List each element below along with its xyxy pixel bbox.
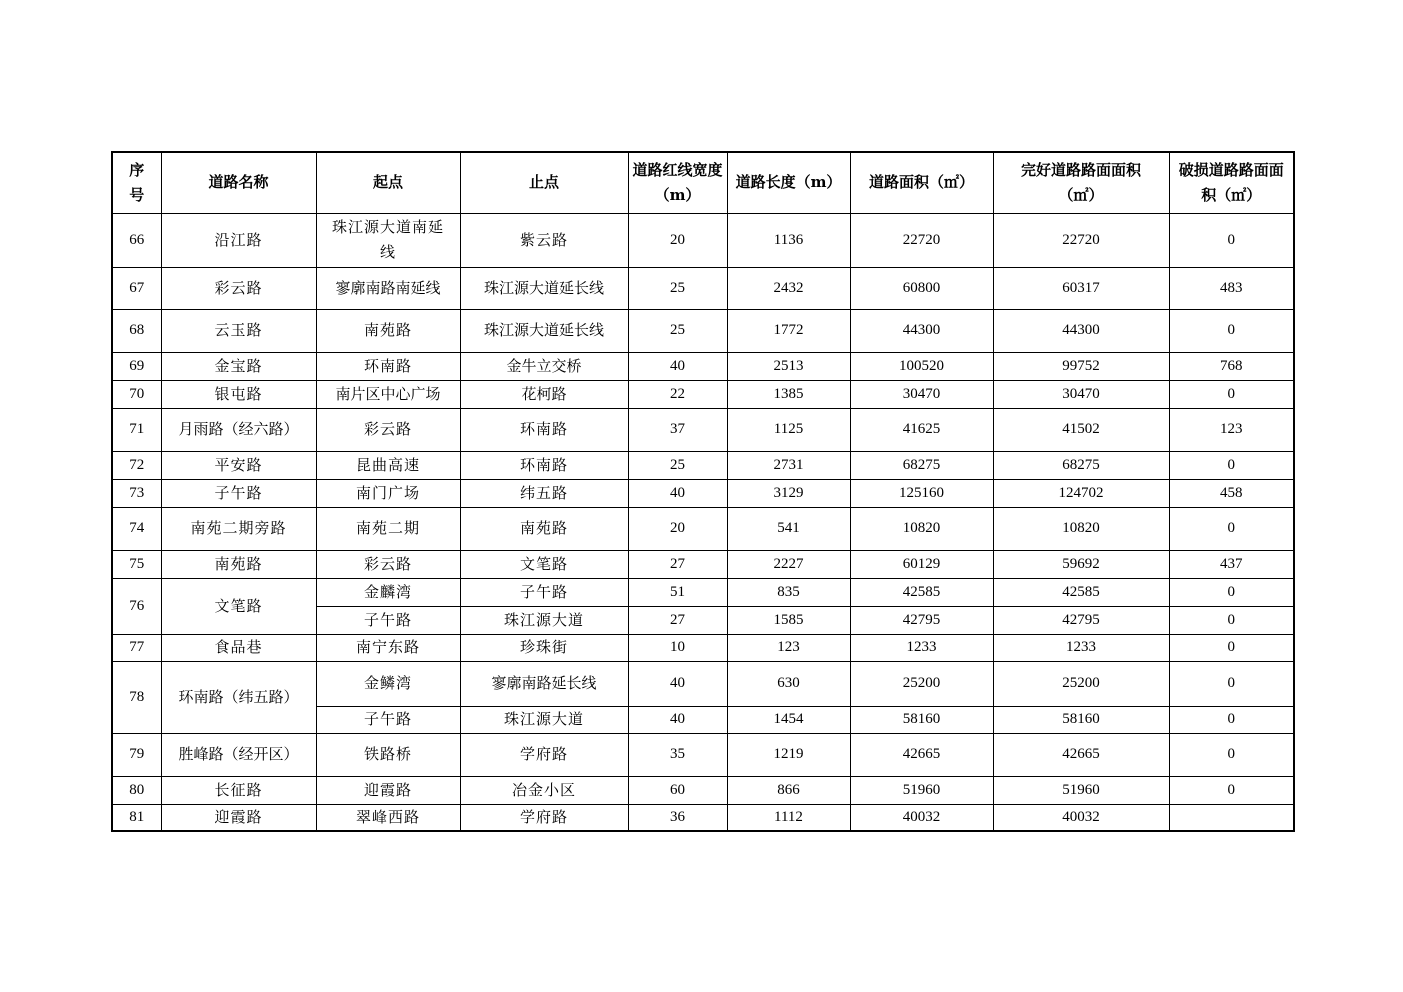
cell-start-point: 金鳞湾: [316, 661, 460, 706]
cell-end-point: 珠江源大道延长线: [460, 267, 628, 309]
cell-width: 25: [628, 451, 727, 479]
cell-damaged-area: 0: [1169, 634, 1294, 661]
cell-length: 1125: [727, 408, 850, 451]
table-row: [112, 479, 1294, 507]
cell-good-area: 1233: [993, 634, 1169, 661]
cell-good-area: 59692: [993, 550, 1169, 578]
header-road-name: 道路名称: [161, 152, 316, 213]
table-row: [112, 408, 1294, 451]
cell-seq: 74: [112, 507, 161, 550]
header-seq: 序号: [112, 152, 161, 213]
table-row: [112, 267, 1294, 309]
cell-length: 1585: [727, 606, 850, 634]
cell-road-name: 胜峰路（经开区）: [161, 733, 316, 776]
cell-start-point: 金麟湾: [316, 578, 460, 606]
cell-damaged-area: 768: [1169, 352, 1294, 380]
cell-start-point: 子午路: [316, 706, 460, 733]
cell-width: 20: [628, 507, 727, 550]
cell-seq: 73: [112, 479, 161, 507]
cell-road-name: 迎霞路: [161, 804, 316, 831]
header-road-area: 道路面积（㎡）: [850, 152, 993, 213]
cell-damaged-area: 0: [1169, 309, 1294, 352]
cell-seq: 81: [112, 804, 161, 831]
cell-damaged-area: 0: [1169, 776, 1294, 804]
table-row: [112, 578, 1294, 606]
cell-length: 866: [727, 776, 850, 804]
cell-width: 40: [628, 706, 727, 733]
cell-area: 40032: [850, 804, 993, 831]
cell-end-point: 珠江源大道: [460, 606, 628, 634]
cell-start-point: 彩云路: [316, 550, 460, 578]
cell-seq: 66: [112, 213, 161, 267]
table-row: [112, 213, 1294, 267]
cell-area: 58160: [850, 706, 993, 733]
cell-start-point: 迎霞路: [316, 776, 460, 804]
cell-end-point: 冶金小区: [460, 776, 628, 804]
cell-good-area: 42585: [993, 578, 1169, 606]
cell-area: 51960: [850, 776, 993, 804]
cell-width: 40: [628, 352, 727, 380]
cell-seq: 71: [112, 408, 161, 451]
cell-width: 20: [628, 213, 727, 267]
cell-good-area: 99752: [993, 352, 1169, 380]
cell-good-area: 30470: [993, 380, 1169, 408]
cell-end-point: 学府路: [460, 804, 628, 831]
cell-road-name: 南苑路: [161, 550, 316, 578]
cell-area: 44300: [850, 309, 993, 352]
table-row: [112, 776, 1294, 804]
cell-start-point: 寥廓南路南延线: [316, 267, 460, 309]
table-row: [112, 380, 1294, 408]
cell-road-name: 云玉路: [161, 309, 316, 352]
cell-area: 1233: [850, 634, 993, 661]
table-row: [112, 309, 1294, 352]
cell-damaged-area: 0: [1169, 451, 1294, 479]
cell-area: 60800: [850, 267, 993, 309]
cell-good-area: 42795: [993, 606, 1169, 634]
cell-good-area: 10820: [993, 507, 1169, 550]
cell-area: 42665: [850, 733, 993, 776]
table-row: [112, 804, 1294, 831]
cell-length: 2513: [727, 352, 850, 380]
cell-start-point: 昆曲高速: [316, 451, 460, 479]
cell-good-area: 44300: [993, 309, 1169, 352]
cell-area: 68275: [850, 451, 993, 479]
cell-area: 125160: [850, 479, 993, 507]
cell-good-area: 42665: [993, 733, 1169, 776]
cell-seq: 69: [112, 352, 161, 380]
cell-length: 1219: [727, 733, 850, 776]
cell-length: 1385: [727, 380, 850, 408]
table-row: [112, 352, 1294, 380]
cell-end-point: 学府路: [460, 733, 628, 776]
cell-length: 1136: [727, 213, 850, 267]
cell-good-area: 60317: [993, 267, 1169, 309]
cell-road-name: 彩云路: [161, 267, 316, 309]
cell-damaged-area: 0: [1169, 706, 1294, 733]
cell-start-point: 子午路: [316, 606, 460, 634]
cell-end-point: 寥廓南路延长线: [460, 661, 628, 706]
cell-road-name: 长征路: [161, 776, 316, 804]
cell-end-point: 文笔路: [460, 550, 628, 578]
cell-start-point: 南门广场: [316, 479, 460, 507]
cell-end-point: 南苑路: [460, 507, 628, 550]
cell-seq: 77: [112, 634, 161, 661]
cell-seq: 68: [112, 309, 161, 352]
cell-damaged-area: 0: [1169, 578, 1294, 606]
table-row: [112, 661, 1294, 706]
cell-good-area: 22720: [993, 213, 1169, 267]
cell-area: 25200: [850, 661, 993, 706]
cell-good-area: 51960: [993, 776, 1169, 804]
header-damaged-area: 破损道路路面面积（㎡）: [1169, 152, 1294, 213]
cell-start-point: 彩云路: [316, 408, 460, 451]
cell-damaged-area: 0: [1169, 380, 1294, 408]
cell-end-point: 珍珠街: [460, 634, 628, 661]
header-good-area: 完好道路路面面积（㎡）: [993, 152, 1169, 213]
cell-end-point: 珠江源大道: [460, 706, 628, 733]
cell-width: 27: [628, 606, 727, 634]
cell-damaged-area: 123: [1169, 408, 1294, 451]
cell-good-area: 124702: [993, 479, 1169, 507]
cell-start-point: 环南路: [316, 352, 460, 380]
cell-road-name: 银屯路: [161, 380, 316, 408]
cell-length: 2227: [727, 550, 850, 578]
cell-width: 51: [628, 578, 727, 606]
cell-area: 10820: [850, 507, 993, 550]
cell-good-area: 40032: [993, 804, 1169, 831]
cell-road-name: 文笔路: [161, 578, 316, 634]
cell-width: 10: [628, 634, 727, 661]
cell-seq: 78: [112, 661, 161, 733]
cell-start-point: 南宁东路: [316, 634, 460, 661]
cell-width: 25: [628, 267, 727, 309]
cell-area: 60129: [850, 550, 993, 578]
cell-damaged-area: 0: [1169, 606, 1294, 634]
cell-length: 2731: [727, 451, 850, 479]
cell-length: 3129: [727, 479, 850, 507]
cell-damaged-area: [1169, 804, 1294, 831]
header-start-point: 起点: [316, 152, 460, 213]
cell-damaged-area: 458: [1169, 479, 1294, 507]
cell-width: 22: [628, 380, 727, 408]
cell-damaged-area: 483: [1169, 267, 1294, 309]
cell-length: 1772: [727, 309, 850, 352]
cell-seq: 80: [112, 776, 161, 804]
cell-road-name: 月雨路（经六路）: [161, 408, 316, 451]
cell-width: 40: [628, 479, 727, 507]
cell-seq: 76: [112, 578, 161, 634]
cell-width: 37: [628, 408, 727, 451]
cell-start-point: 南苑路: [316, 309, 460, 352]
header-road-length: 道路长度（m）: [727, 152, 850, 213]
cell-end-point: 紫云路: [460, 213, 628, 267]
cell-start-point: 南片区中心广场: [316, 380, 460, 408]
cell-seq: 70: [112, 380, 161, 408]
cell-length: 1112: [727, 804, 850, 831]
road-data-table: [111, 151, 1295, 832]
header-red-line-width: 道路红线宽度（m）: [628, 152, 727, 213]
cell-end-point: 花柯路: [460, 380, 628, 408]
cell-area: 41625: [850, 408, 993, 451]
cell-length: 123: [727, 634, 850, 661]
cell-length: 630: [727, 661, 850, 706]
cell-length: 835: [727, 578, 850, 606]
cell-damaged-area: 0: [1169, 507, 1294, 550]
cell-seq: 75: [112, 550, 161, 578]
cell-length: 2432: [727, 267, 850, 309]
cell-good-area: 25200: [993, 661, 1169, 706]
cell-area: 42585: [850, 578, 993, 606]
cell-width: 40: [628, 661, 727, 706]
cell-road-name: 食品巷: [161, 634, 316, 661]
cell-end-point: 子午路: [460, 578, 628, 606]
cell-width: 35: [628, 733, 727, 776]
cell-width: 36: [628, 804, 727, 831]
cell-length: 541: [727, 507, 850, 550]
table-header-row: [112, 152, 1294, 213]
cell-good-area: 58160: [993, 706, 1169, 733]
cell-area: 100520: [850, 352, 993, 380]
cell-width: 27: [628, 550, 727, 578]
cell-good-area: 41502: [993, 408, 1169, 451]
table-row: [112, 634, 1294, 661]
cell-end-point: 珠江源大道延长线: [460, 309, 628, 352]
cell-end-point: 环南路: [460, 451, 628, 479]
cell-area: 30470: [850, 380, 993, 408]
cell-road-name: 子午路: [161, 479, 316, 507]
table-row: [112, 733, 1294, 776]
cell-damaged-area: 0: [1169, 661, 1294, 706]
cell-start-point: 翠峰西路: [316, 804, 460, 831]
cell-start-point: 铁路桥: [316, 733, 460, 776]
table-row: [112, 507, 1294, 550]
cell-area: 22720: [850, 213, 993, 267]
cell-end-point: 纬五路: [460, 479, 628, 507]
cell-width: 25: [628, 309, 727, 352]
cell-seq: 72: [112, 451, 161, 479]
cell-end-point: 金牛立交桥: [460, 352, 628, 380]
cell-length: 1454: [727, 706, 850, 733]
cell-road-name: 南苑二期旁路: [161, 507, 316, 550]
cell-seq: 79: [112, 733, 161, 776]
cell-area: 42795: [850, 606, 993, 634]
cell-seq: 67: [112, 267, 161, 309]
table-row: [112, 451, 1294, 479]
cell-start-point: 南苑二期: [316, 507, 460, 550]
cell-road-name: 环南路（纬五路）: [161, 661, 316, 733]
cell-damaged-area: 0: [1169, 733, 1294, 776]
cell-end-point: 环南路: [460, 408, 628, 451]
cell-width: 60: [628, 776, 727, 804]
header-end-point: 止点: [460, 152, 628, 213]
cell-road-name: 金宝路: [161, 352, 316, 380]
cell-road-name: 沿江路: [161, 213, 316, 267]
cell-good-area: 68275: [993, 451, 1169, 479]
cell-damaged-area: 0: [1169, 213, 1294, 267]
cell-start-point: 珠江源大道南延线: [316, 213, 460, 267]
cell-road-name: 平安路: [161, 451, 316, 479]
table-row: [112, 550, 1294, 578]
cell-damaged-area: 437: [1169, 550, 1294, 578]
